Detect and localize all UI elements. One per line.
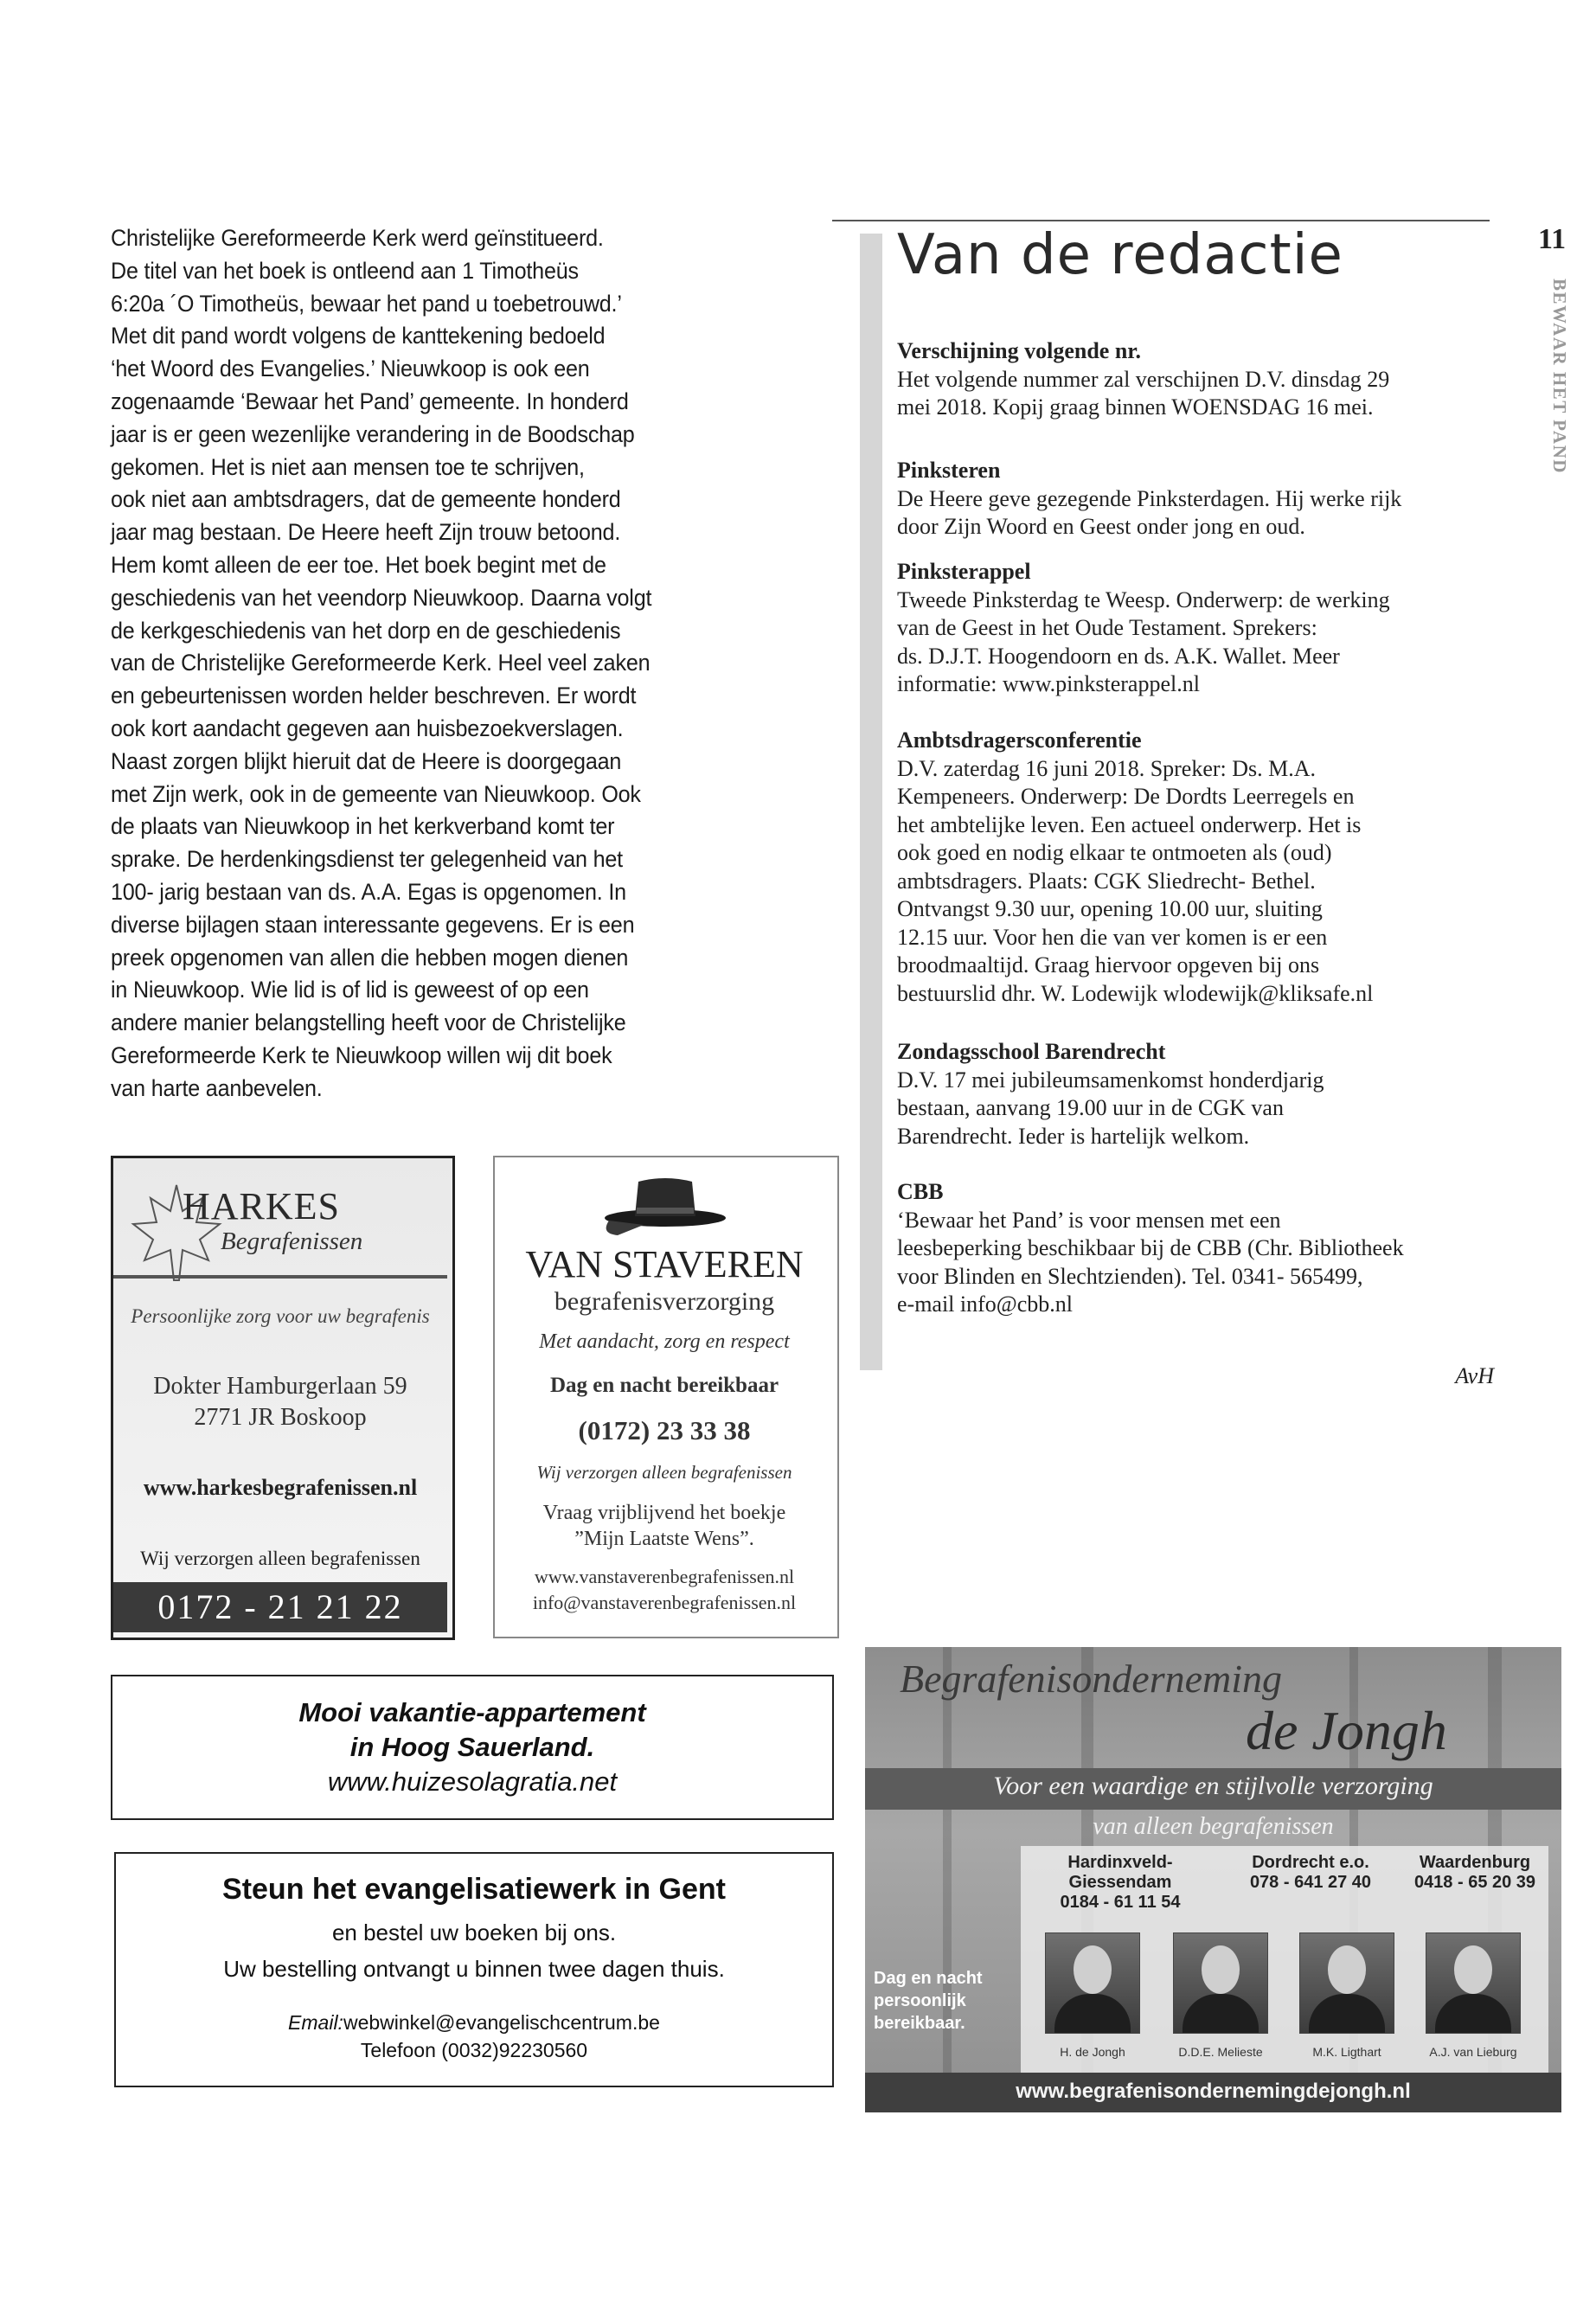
harkes-ad [111, 1156, 455, 1640]
article-line: van harte aanbevelen. [111, 1074, 323, 1101]
dejongh-slogan-2: van alleen begrafenissen [1093, 1813, 1334, 1840]
harkes-name: HARKES [183, 1185, 341, 1227]
article-line: jaar mag bestaan. De Heere heeft Zijn trouw betoond. [111, 519, 621, 546]
vacation-ad [111, 1675, 834, 1820]
location-3 [1401, 1853, 1548, 1893]
dejongh-website[interactable]: www.begrafenisondernemingdejongh.nl [1016, 2080, 1411, 2103]
location-phone: 0418 - 65 20 39 [1413, 1873, 1536, 1892]
news-line: 12.15 uur. Voor hen die van ver komen is er een [897, 924, 1328, 950]
person-name: D.D.E. Melieste [1178, 2045, 1263, 2059]
divider [113, 1275, 447, 1279]
article-line: ‘het Woord des Evangelies.’ Nieuwkoop is ook een [111, 356, 590, 382]
news-item [897, 558, 1494, 699]
dejongh-title-1: Begrafenisonderneming [900, 1657, 1283, 1701]
gent-line-1: en bestel uw boeken bij ons. [331, 1920, 617, 1945]
news-line: D.V. zaterdag 16 juni 2018. Spreker: Ds. M.A. [897, 755, 1317, 781]
portrait-photo [1299, 1932, 1394, 2034]
vacation-line-1: Mooi vakantie-appartement [298, 1697, 646, 1727]
column-rule [832, 220, 1490, 221]
location-place: Waardenburg [1419, 1853, 1531, 1872]
news-item [897, 1038, 1494, 1150]
avail-line: bereikbaar. [874, 2014, 965, 2033]
tree-trunk [943, 1647, 952, 2112]
harkes-website[interactable]: www.harkesbegrafenissen.nl [143, 1475, 418, 1500]
gent-line-2: Uw bestelling ontvangt u binnen twee dagen thuis. [223, 1956, 725, 1982]
news-line: Ontvangst 9.30 uur, opening 10.00 uur, sluiting [897, 896, 1323, 921]
news-line: D.V. 17 mei jubileumsamenkomst honderdjarig [897, 1067, 1324, 1093]
article-line: 100- jarig bestaan van ds. A.A. Egas is opgenomen. In [111, 878, 626, 905]
news-line: ds. D.J.T. Hoogendoorn en ds. A.K. Wallet. Meer [897, 643, 1340, 669]
gent-title: Steun het evangelisatiewerk in Gent [222, 1873, 726, 1906]
staveren-tagline: Met aandacht, zorg en respect [539, 1330, 790, 1353]
staveren-ask-2: ”Mijn Laatste Wens”. [574, 1528, 754, 1550]
article-line: andere manier belangstelling heeft voor de Christelijke [111, 1009, 626, 1036]
news-heading: Pinksterappel [897, 559, 1031, 584]
article-line: preek opgenomen van allen die hebben mogen dienen [111, 944, 629, 971]
signature: AvH [1455, 1363, 1494, 1388]
news-item [897, 1178, 1494, 1319]
staveren-phone: (0172) 23 33 38 [578, 1415, 751, 1445]
news-item [897, 457, 1494, 542]
contact-panel [1021, 1846, 1548, 2073]
staveren-email[interactable]: info@vanstaverenbegrafenissen.nl [532, 1592, 797, 1613]
news-item [897, 337, 1494, 422]
location-1 [1021, 1853, 1220, 1913]
top-hat-icon [592, 1173, 739, 1242]
news-item [897, 727, 1494, 1008]
news-heading: Verschijning volgende nr. [897, 338, 1141, 363]
news-heading: CBB [897, 1179, 944, 1204]
article-line: Hem komt alleen de eer toe. Het boek begint met de [111, 551, 606, 578]
article-line: van de Christelijke Gereformeerde Kerk. Heel veel zaken [111, 650, 651, 676]
gent-email[interactable]: webwinkel@evangelischcentrum.be [343, 2011, 660, 2034]
article-line: Naast zorgen blijkt hieruit dat de Heere is doorgegaan [111, 747, 622, 774]
sidebar-bar [860, 234, 882, 1370]
article-line: 6:20a ´O Timotheüs, bewaar het pand u toebetrouwd.’ [111, 290, 622, 317]
dejongh-title-2: de Jongh [1246, 1700, 1447, 1761]
staveren-ask-1: Vraag vrijblijvend het boekje [542, 1502, 786, 1524]
dejongh-slogan-1: Voor een waardige en stijlvolle verzorging [993, 1772, 1433, 1800]
article-line: De titel van het boek is ontleend aan 1 Timotheüs [111, 257, 579, 284]
news-heading: Ambtsdragersconferentie [897, 727, 1142, 753]
article-line: sprake. De herdenkingsdienst ter gelegenheid van het [111, 846, 623, 873]
staveren-daynight: Dag en nacht bereikbaar [549, 1374, 779, 1397]
article-line: geschiedenis van het veendorp Nieuwkoop. Daarna volgt [111, 584, 652, 611]
vacation-line-2: in Hoog Sauerland. [349, 1732, 595, 1762]
news-line: bestuurslid dhr. W. Lodewijk wlodewijk@kliksafe.nl [897, 980, 1374, 1006]
article-line: met Zijn werk, ook in de gemeente van Nieuwkoop. Ook [111, 780, 641, 807]
gent-ad [114, 1852, 834, 2087]
article-line: Christelijke Gereformeerde Kerk werd geïnstitueerd. [111, 225, 604, 251]
article-line: diverse bijlagen staan interessante gegevens. Er is een [111, 911, 635, 938]
news-line: mei 2018. Kopij graag binnen WOENSDAG 16 mei. [897, 394, 1374, 420]
news-heading: Zondagsschool Barendrecht [897, 1039, 1166, 1064]
staveren-only: Wij verzorgen alleen begrafenissen [536, 1462, 792, 1483]
location-phone: 078 - 641 27 40 [1249, 1873, 1372, 1892]
news-line: e-mail info@cbb.nl [897, 1292, 1073, 1317]
vacation-website[interactable]: www.huizesolagratia.net [327, 1766, 618, 1797]
news-line: Barendrecht. Ieder is hartelijk welkom. [897, 1123, 1250, 1149]
news-line: informatie: www.pinksterappel.nl [897, 671, 1200, 696]
staveren-name: VAN STAVEREN [525, 1243, 804, 1285]
article-line: Met dit pand wordt volgens de kanttekening bedoeld [111, 323, 606, 349]
portrait-photo [1173, 1932, 1268, 2034]
article-line: de plaats van Nieuwkoop in het kerkverband komt ter [111, 813, 615, 840]
news-line: leesbeperking beschikbaar bij de CBB (Chr. Bibliotheek [897, 1235, 1404, 1260]
person-name: A.J. van Lieburg [1429, 2045, 1517, 2059]
portrait-photo [1045, 1932, 1140, 2034]
gent-email-row [116, 2011, 832, 2035]
news-heading: Pinksteren [897, 458, 1001, 483]
location-2 [1228, 1853, 1393, 1893]
person-name: M.K. Ligthart [1312, 2045, 1381, 2059]
dejongh-availability [874, 1967, 983, 2035]
location-phone: 0184 - 61 11 54 [1060, 1893, 1181, 1912]
article-line: ook niet aan ambtsdragers, dat de gemeente honderd [111, 486, 621, 513]
location-place: Hardinxveld-Giessendam [1067, 1853, 1173, 1892]
running-head: BEWAAR HET PAND [1549, 279, 1570, 474]
news-line: bestaan, aanvang 19.00 uur in de CGK van [897, 1095, 1284, 1120]
news-line: ook goed en nodig elkaar te ontmoeten als (oud) [897, 840, 1332, 865]
harkes-address-1: Dokter Hamburgerlaan 59 [153, 1373, 407, 1400]
article-line: de kerkgeschiedenis van het dorp en de geschiedenis [111, 617, 621, 644]
article-line: gekomen. Het is niet aan mensen toe te schrijven, [111, 453, 585, 480]
news-line: Tweede Pinksterdag te Weesp. Onderwerp: de werking [897, 586, 1390, 612]
news-line: De Heere geve gezegende Pinksterdagen. Hij werke rijk [897, 485, 1402, 511]
section-title: Van de redactie [897, 223, 1343, 287]
article-line: jaar is er geen wezenlijke verandering in de Boodschap [111, 420, 635, 447]
news-line: Kempeneers. Onderwerp: De Dordts Leerregels en [897, 784, 1355, 809]
article-line: en gebeurtenissen worden helder beschreven. Er wordt [111, 683, 637, 709]
article-line: Gereformeerde Kerk te Nieuwkoop willen wij dit boek [111, 1042, 612, 1068]
news-line: het ambtelijke leven. Een actueel onderwerp. Het is [897, 811, 1362, 837]
harkes-sub: Begrafenissen [221, 1227, 363, 1255]
gent-email-label: Email: [288, 2011, 343, 2034]
staveren-website[interactable]: www.vanstaverenbegrafenissen.nl [534, 1566, 795, 1587]
article-line: in Nieuwkoop. Wie lid is of lid is geweest of op een [111, 977, 589, 1003]
harkes-only: Wij verzorgen alleen begrafenissen [140, 1548, 420, 1569]
news-line: ambtsdragers. Plaats: CGK Sliedrecht- Bethel. [897, 868, 1316, 894]
dejongh-ad [865, 1647, 1561, 2112]
news-line: broodmaaltijd. Graag hiervoor opgeven bij ons [897, 952, 1320, 977]
harkes-tagline: Persoonlijke zorg voor uw begrafenis [131, 1305, 430, 1327]
article-body [111, 222, 771, 1106]
avail-line: persoonlijk [874, 1991, 966, 2010]
portrait-photo [1426, 1932, 1521, 2034]
news-line: voor Blinden en Slechtzienden). Tel. 0341- 565499, [897, 1263, 1363, 1289]
harkes-phone: 0172 - 21 21 22 [113, 1582, 447, 1632]
gent-phone: Telefoon (0032)92230560 [360, 2039, 588, 2061]
location-place: Dordrecht e.o. [1252, 1853, 1369, 1872]
page-number: 11 [1538, 223, 1567, 255]
article-line: zogenaamde ‘Bewaar het Pand’ gemeente. In honderd [111, 388, 629, 414]
staveren-sub: begrafenisverzorging [554, 1287, 775, 1316]
news-line: Het volgende nummer zal verschijnen D.V. dinsdag 29 [897, 366, 1390, 392]
news-line: door Zijn Woord en Geest onder jong en oud. [897, 514, 1305, 539]
article-line: ook kort aandacht gegeven aan huisbezoekverslagen. [111, 715, 624, 741]
avail-line: Dag en nacht [874, 1969, 983, 1988]
person-name: H. de Jongh [1060, 2045, 1125, 2059]
news-line: van de Geest in het Oude Testament. Sprekers: [897, 615, 1317, 640]
news-line: ‘Bewaar het Pand’ is voor mensen met een [897, 1207, 1281, 1233]
harkes-address-2: 2771 JR Boskoop [194, 1404, 367, 1431]
staveren-ad [493, 1156, 839, 1638]
